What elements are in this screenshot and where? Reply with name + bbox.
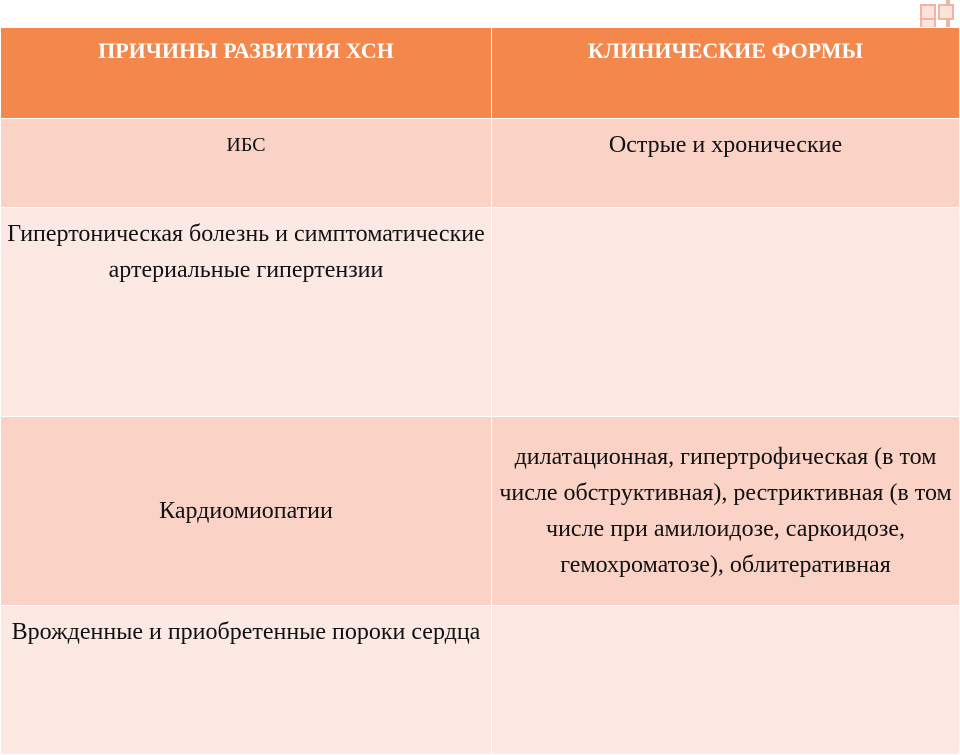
form-cell	[492, 208, 960, 417]
form-cell: Острые и хронические	[492, 119, 960, 208]
cause-cell: Кардиомиопатии	[1, 417, 492, 606]
header-clinical-forms: КЛИНИЧЕСКИЕ ФОРМЫ	[492, 28, 960, 119]
table-header-row	[1, 28, 960, 119]
cause-cell: Гипертоническая болезнь и симптоматические артериальные гипертензии	[1, 208, 492, 417]
table-row	[1, 417, 960, 606]
header-causes: ПРИЧИНЫ РАЗВИТИЯ ХСН	[1, 28, 492, 119]
form-cell: дилатационная, гипертрофическая (в том числе обструктивная), рестриктивная (в том числе при амилоидозе, саркоидозе, гемохроматозе), облитеративная	[492, 417, 960, 606]
table-row	[1, 208, 960, 417]
causes-table	[0, 27, 960, 755]
table-row	[1, 606, 960, 755]
form-cell	[492, 606, 960, 755]
cause-cell: ИБС	[1, 119, 492, 208]
cause-cell: Врожденные и приобретенные пороки сердца	[1, 606, 492, 755]
table-row	[1, 119, 960, 208]
decorative-square	[938, 4, 954, 20]
